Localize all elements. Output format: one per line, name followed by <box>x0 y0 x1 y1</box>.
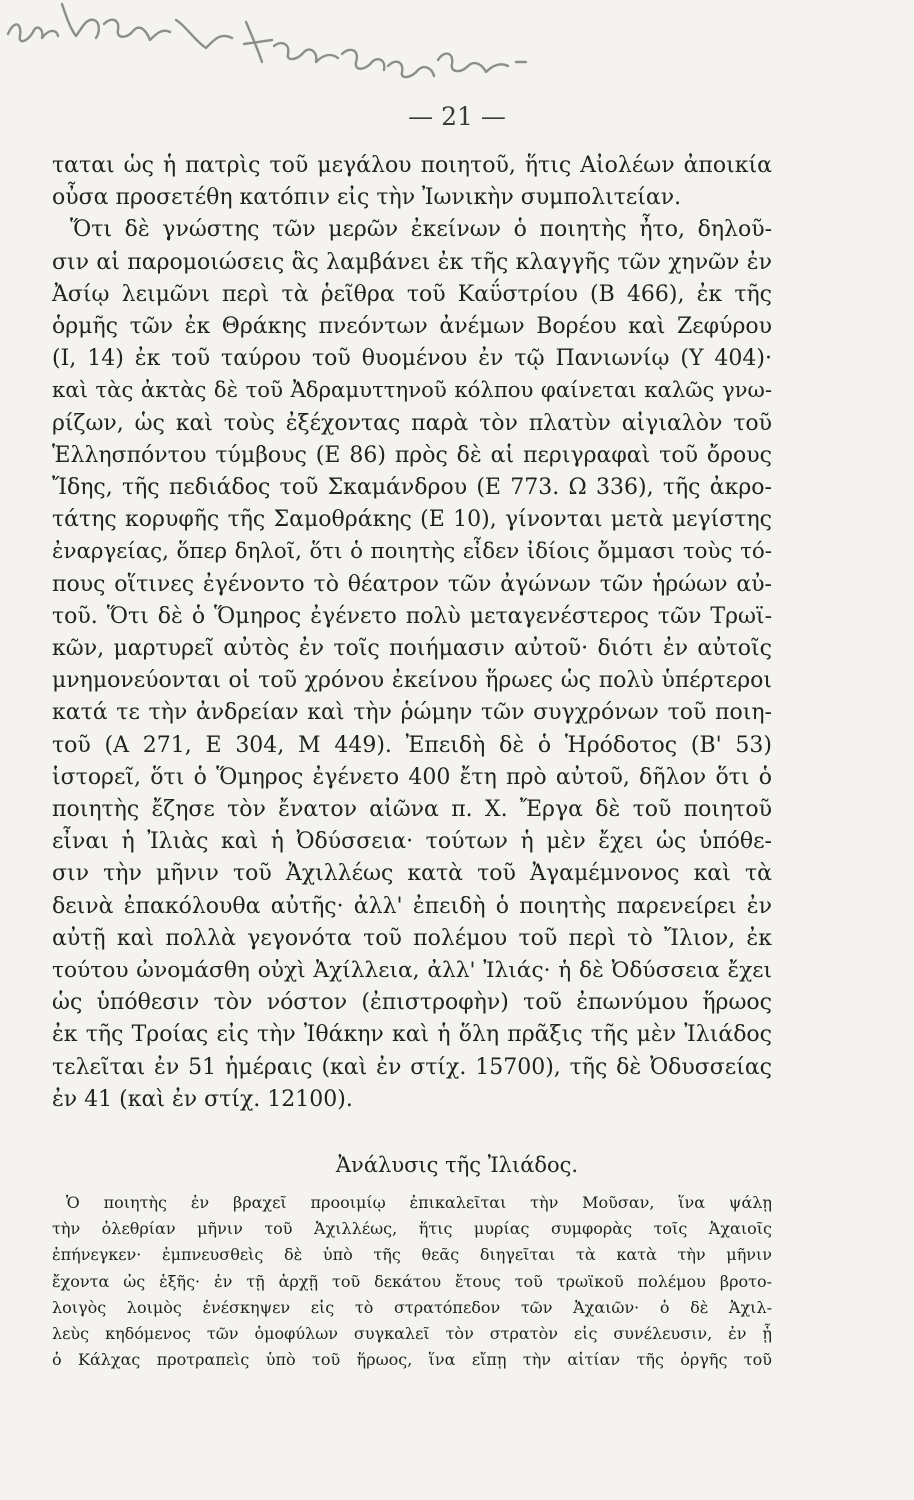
text-line: ὁ Κάλχας προτραπεὶς ὑπὸ τοῦ ἥρωος, ἵνα εἴπῃ τὴν αἰτίαν τῆς ὀργῆς τοῦ <box>52 1350 772 1370</box>
text-line: τάτης κορυφῆς τῆς Σαμοθράκης (Ε 10), γίνονται μετὰ μεγίστης <box>52 507 772 533</box>
summary-text <box>52 1190 772 1373</box>
text-line: Ἑλλησπόντου τύμβους (Ε 86) πρὸς δὲ αἱ περιγραφαὶ τοῦ ὄρους <box>52 442 772 468</box>
text-line: ἐκ τῆς Τροίας εἰς τὴν Ἰθάκην καὶ ἡ ὅλη πρᾶξις τῆς μὲν Ἰλιάδος <box>52 1022 772 1048</box>
text-line: Ὁ ποιητὴς ἐν βραχεῖ προοιμίῳ ἐπικαλεῖται τὴν Μοῦσαν, ἵνα ψάλῃ <box>66 1193 772 1212</box>
text-line: οὖσα προσετέθη κατόπιν εἰς τὴν Ἰωνικὴν συμπολιτείαν. <box>52 185 682 211</box>
text-line: κατά τε τὴν ἀνδρείαν καὶ τὴν ῥώμην τῶν συγχρόνων τοῦ ποιη- <box>52 700 772 726</box>
text-line: (Ι, 14) ἐκ τοῦ ταύρου τοῦ θυομένου ἐν τῷ Πανιωνίῳ (Υ 404)· <box>52 346 772 372</box>
text-line: λεὺς κηδόμενος τῶν ὁμοφύλων συγκαλεῖ τὸν στρατὸν εἰς συνέλευσιν, ἐν ᾗ <box>52 1324 772 1344</box>
text-line: εἶναι ἡ Ἰλιὰς καὶ ἡ Ὀδύσσεια· τούτων ἡ μὲν ἔχει ὡς ὑπόθε- <box>52 829 772 855</box>
text-line: ἐναργείας, ὅπερ δηλοῖ, ὅτι ὁ ποιητὴς εἶδεν ἰδίοις ὄμμασι τοὺς τό- <box>52 539 772 565</box>
page-number: — 21 — <box>408 102 506 131</box>
text-line: πους οἵτινες ἐγένοντο τὸ θέατρον τῶν ἀγώνων τῶν ἡρώων αὐ- <box>52 571 772 597</box>
text-line: καὶ τὰς ἀκτὰς δὲ τοῦ Ἀδραμυττηνοῦ κόλπου φαίνεται καλῶς γνω- <box>52 378 772 404</box>
text-line: σιν αἱ παρομοιώσεις ἃς λαμβάνει ἐκ τῆς κλαγγῆς τῶν χηνῶν ἐν <box>52 249 772 275</box>
text-line: ποιητὴς ἔζησε τὸν ἔνατον αἰῶνα π. Χ. Ἔργα δὲ τοῦ ποιητοῦ <box>52 797 772 823</box>
text-line: Ὅτι δὲ γνώστης τῶν μερῶν ἐκείνων ὁ ποιητὴς ἦτο, δηλοῦ- <box>70 217 772 243</box>
text-line: ρίζων, ὡς καὶ τοὺς ἐξέχοντας παρὰ τὸν πλατὺν αἰγιαλὸν τοῦ <box>52 410 772 436</box>
text-line: τούτου ὠνομάσθη οὐχὶ Ἀχίλλεια, ἀλλ' Ἰλιάς· ἡ δὲ Ὀδύσσεια ἔχει <box>52 958 772 984</box>
text-line: λοιγὸς λοιμὸς ἐνέσκηψεν εἰς τὸ στρατόπεδον τῶν Ἀχαιῶν· ὁ δὲ Ἀχιλ- <box>52 1297 772 1317</box>
text-line: ὡς ὑπόθεσιν τὸν νόστον (ἐπιστροφὴν) τοῦ ἐπωνύμου ἥρωος <box>52 990 772 1016</box>
text-line: αὐτῇ καὶ πολλὰ γεγονότα τοῦ πολέμου τοῦ περὶ τὸ Ἴλιον, ἐκ <box>52 925 772 951</box>
text-line: ἐπήνεγκεν· ἐμπνευσθεὶς δὲ ὑπὸ τῆς θεᾶς διηγεῖται τὰ κατὰ τὴν μῆνιν <box>52 1245 772 1265</box>
text-line: σιν τὴν μῆνιν τοῦ Ἀχιλλέως κατὰ τοῦ Ἀγαμέμνονος καὶ τὰ <box>52 861 772 887</box>
text-line: τοῦ. Ὅτι δὲ ὁ Ὅμηρος ἐγένετο πολὺ μεταγενέστερος τῶν Τρωϊ- <box>52 603 772 629</box>
text-line: τελεῖται ἐν 51 ἡμέραις (καὶ ἐν στίχ. 15700), τῆς δὲ Ὀδυσσείας <box>52 1054 772 1080</box>
text-line: δεινὰ ἐπακόλουθα αὐτῆς· ἀλλ' ἐπειδὴ ὁ ποιητὴς παρενείρει ἐν <box>52 893 772 919</box>
text-line: Ἀσίῳ λειμῶνι περὶ τὰ ῥεῖθρα τοῦ Καΰστρίου (Β 466), ἐκ τῆς <box>52 281 772 307</box>
body-text <box>52 150 772 1116</box>
text-line: κῶν, μαρτυρεῖ αὐτὸς ἐν τοῖς ποιήμασιν αὐτοῦ· διότι ἐν αὐτοῖς <box>52 636 772 662</box>
text-line: ὁρμῆς τῶν ἐκ Θράκης πνεόντων ἀνέμων Βορέου καὶ Ζεφύρου <box>52 314 772 340</box>
text-line: τὴν ὀλεθρίαν μῆνιν τοῦ Ἀχιλλέως, ἥτις μυρίας συμφορὰς τοῖς Ἀχαιοῖς <box>52 1219 772 1239</box>
text-line: ἱστορεῖ, ὅτι ὁ Ὅμηρος ἐγένετο 400 ἔτη πρὸ αὐτοῦ, δῆλον ὅτι ὁ <box>52 764 772 790</box>
text-line: ἔχοντα ὡς ἑξῆς· ἐν τῇ ἀρχῇ τοῦ δεκάτου ἔτους τοῦ τρωϊκοῦ πολέμου βροτο- <box>52 1271 772 1291</box>
section-heading: Ἀνάλυσις τῆς Ἰλιάδος. <box>335 1153 579 1177</box>
text-line: ἐν 41 (καὶ ἐν στίχ. 12100). <box>52 1086 353 1112</box>
handwritten-annotation <box>0 0 914 110</box>
text-line: μνημονεύονται οἱ τοῦ χρόνου ἐκείνου ἥρωες ὡς πολὺ ὑπέρτεροι <box>52 668 772 694</box>
text-line: τοῦ (Α 271, Ε 304, Μ 449). Ἐπειδὴ δὲ ὁ Ἡρόδοτος (Β' 53) <box>52 732 772 758</box>
text-line: ταται ὡς ἡ πατρὶς τοῦ μεγάλου ποιητοῦ, ἥτις Αἰολέων ἀποικία <box>52 153 772 178</box>
text-line: Ἴδης, τῆς πεδιάδος τοῦ Σκαμάνδρου (Ε 773. Ω 336), τῆς ἀκρο- <box>52 475 772 501</box>
